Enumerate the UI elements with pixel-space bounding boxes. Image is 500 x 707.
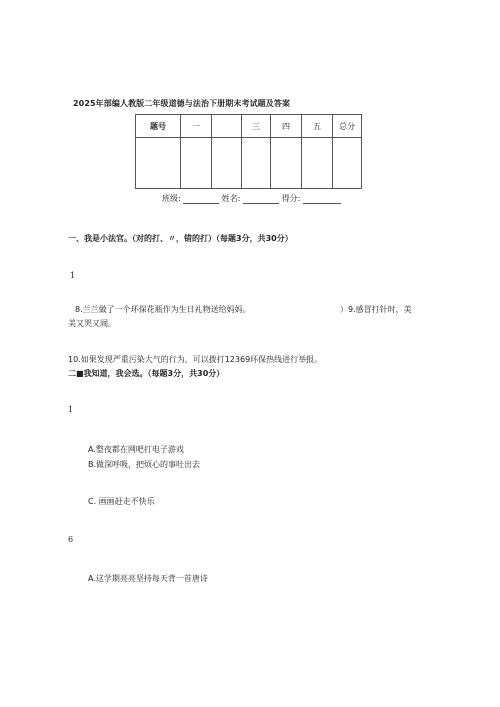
- question-1-option-a: A.整夜都在网吧打电子游戏: [88, 445, 184, 454]
- score-cell: [333, 138, 362, 189]
- section1-heading: 一、我是小法官。（对的打、〃，错的打）（每题3分，共30分）: [68, 234, 293, 243]
- name-label: 姓名:: [221, 194, 241, 203]
- section1-question-10: 10.如果发现严重污染大气的行为，可以拨打12369环保热线进行举报。: [68, 355, 323, 364]
- header-cell-4: 四: [271, 115, 302, 138]
- section1-question-8: 8.兰兰做了一个环保花瓶作为生日礼物送给妈妈。: [75, 305, 251, 314]
- header-cell-total: 总分: [333, 115, 362, 138]
- header-cell-2: [212, 115, 242, 138]
- header-cell-3: 三: [242, 115, 271, 138]
- score-table: [135, 114, 362, 189]
- document-title: 2025年部编人教版二年级道德与法治下册期末考试题及答案: [73, 99, 291, 108]
- section2-heading: 二■我知道，我会选。（每题3分，共30分）: [68, 369, 225, 378]
- score-blank: [303, 203, 341, 204]
- student-info-line: [162, 193, 341, 204]
- class-blank: [183, 203, 219, 204]
- score-table-header-row: [136, 115, 362, 138]
- score-cell: [212, 138, 242, 189]
- score-cell: [242, 138, 271, 189]
- score-cell: [271, 138, 302, 189]
- question-1-option-b: B.做深呼吸，把烦心的事吐出去: [88, 460, 201, 469]
- score-cell: [136, 138, 181, 189]
- section1-question-9-continued: 美又哭又闹。: [68, 319, 116, 328]
- section2-question-1-number: 1: [68, 405, 74, 414]
- score-table-score-row: [136, 138, 362, 189]
- header-cell-question-number: 题号: [136, 115, 181, 138]
- name-blank: [243, 203, 279, 204]
- section1-question-9: ）9.感冒打针时，美: [340, 305, 412, 314]
- section2-question-6-number: 6: [68, 535, 74, 544]
- score-cell: [181, 138, 212, 189]
- section1-question-1-number: 1: [70, 271, 76, 280]
- class-label: 班级:: [162, 194, 181, 203]
- header-cell-5: 五: [302, 115, 333, 138]
- score-cell: [302, 138, 333, 189]
- header-cell-1: 一: [181, 115, 212, 138]
- score-label: 得分:: [281, 194, 301, 203]
- question-1-option-c: C. 画画赶走不快乐: [88, 497, 155, 506]
- question-6-option-a: A.这学期亮亮坚持每天背一首唐诗: [88, 574, 208, 583]
